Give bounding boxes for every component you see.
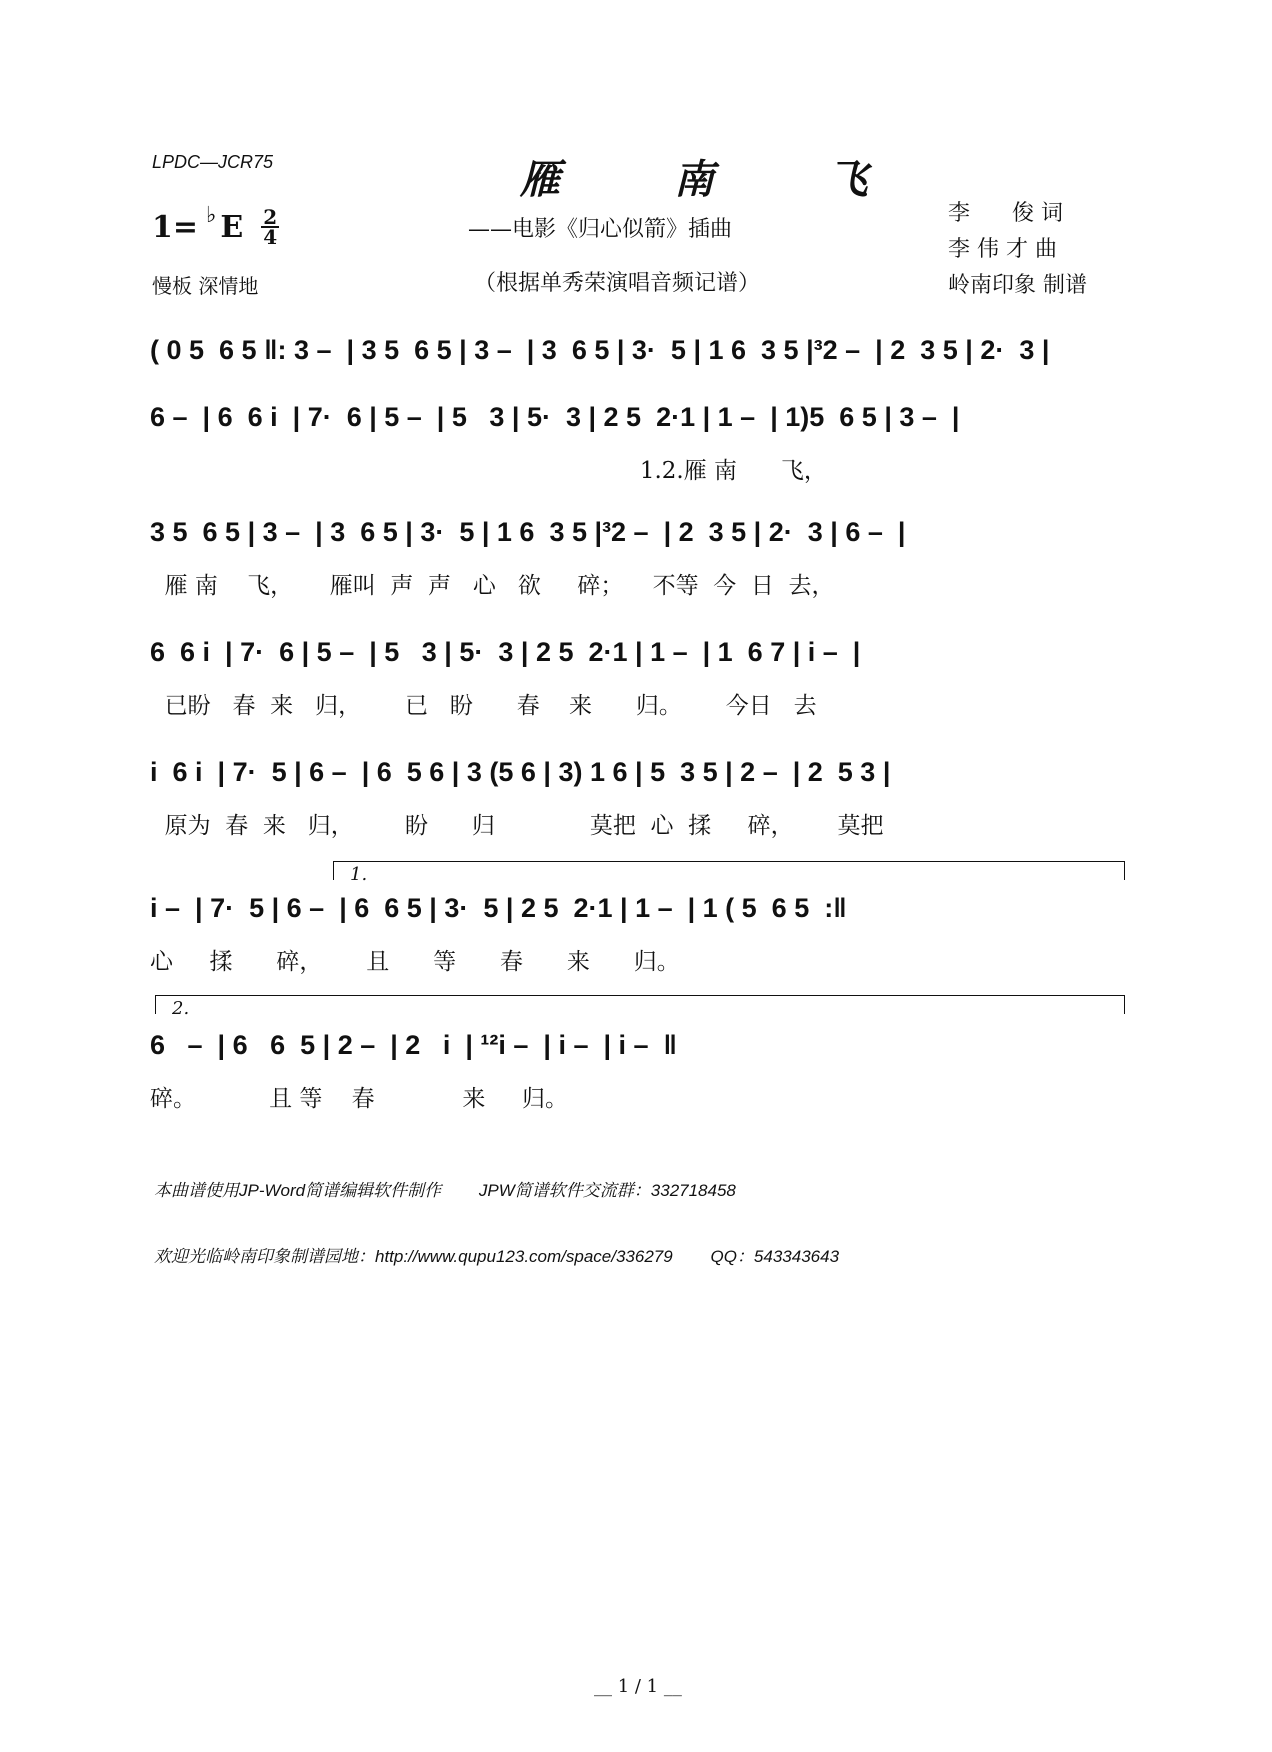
score-code: LPDC—JCR75 (152, 152, 274, 172)
key-letter: E (220, 209, 244, 245)
source-note: （根据单秀荣演唱音频记谱） (474, 271, 761, 296)
footer-line-1: 本曲谱使用JP-Word简谱编辑软件制作 JPW简谱软件交流群：332718458 (154, 1181, 736, 1200)
lyricist: 李 俊 词 (948, 201, 1063, 226)
volta-label-1: 1. (350, 864, 368, 885)
key-signature (152, 202, 279, 249)
lyrics: 碎。 且 等 春 来 归。 (150, 1086, 568, 1112)
notes: 6 – | 6 6 i | 7· 6 | 5 – | 5 3 | 5· 3 | 2 5 2·1 | 1 – | 1)5 6 5 | 3 – | (150, 402, 960, 432)
song-title: 雁 南 飞 (520, 156, 918, 203)
lyrics: 雁 南 飞， 雁叫 声 声 心 欲 碎； 不等 今 日 去， (150, 573, 835, 599)
credits (948, 196, 1087, 304)
lyrics: 原为 春 来 归， 盼 归 莫把 心 揉 碎， 莫把 (150, 813, 884, 839)
notes: i – | 7· 5 | 6 – | 6 6 5 | 3· 5 | 2 5 2·1 | 1 – | 1 ( 5 6 5 :‖ (150, 893, 847, 923)
flat-icon: ♭ (206, 202, 217, 228)
page-number: __ 1 / 1 __ (594, 1676, 682, 1697)
transcriber: 岭南印象 制谱 (948, 273, 1087, 298)
time-sig-denominator: 4 (263, 225, 278, 249)
volta-bracket-2 (155, 995, 1125, 1019)
footer-notes (154, 1136, 839, 1290)
notes: i 6 i | 7· 5 | 6 – | 6 5 6 | 3 (5 6 | 3) 1 6 | 5 3 5 | 2 – | 2 5 3 | (150, 757, 891, 787)
time-sig-numerator: 2 (263, 205, 278, 229)
footer-line-2: 欢迎光临岭南印象制谱园地：http://www.qupu123.com/space/336279 QQ：543343643 (154, 1247, 840, 1266)
notes: 3 5 6 5 | 3 – | 3 6 5 | 3· 5 | 1 6 3 5 |³2 – | 2 3 5 | 2· 3 | 6 – | (150, 517, 906, 547)
volta-label-2: 2. (172, 998, 190, 1019)
lyrics: 1.2.雁 南 飞， (150, 458, 827, 484)
time-signature (261, 205, 279, 249)
notes: 6 – | 6 6 5 | 2 – | 2 i | ¹²i – | i – | i – ‖ (150, 1030, 677, 1060)
tempo-marking: 慢板 深情地 (152, 274, 259, 298)
lyrics: 已盼 春 来 归， 已 盼 春 来 归。 今日 去 (150, 693, 817, 719)
notes: 6 6 i | 7· 6 | 5 – | 5 3 | 5· 3 | 2 5 2·1 | 1 – | 1 6 7 | i – | (150, 637, 861, 667)
volta-bracket-1 (333, 861, 1125, 885)
composer: 李 伟 才 曲 (948, 237, 1057, 262)
lyrics: 心 揉 碎， 且 等 春 来 归。 (150, 949, 680, 975)
key-prefix: 1= (152, 209, 199, 245)
subtitle: ——电影《归心似箭》插曲 (468, 217, 733, 242)
notes: ( 0 5 6 5 ‖: 3 – | 3 5 6 5 | 3 – | 3 6 5 | 3· 5 | 1 6 3 5 |³2 – | 2 3 5 | 2· 3 | (150, 335, 1050, 365)
